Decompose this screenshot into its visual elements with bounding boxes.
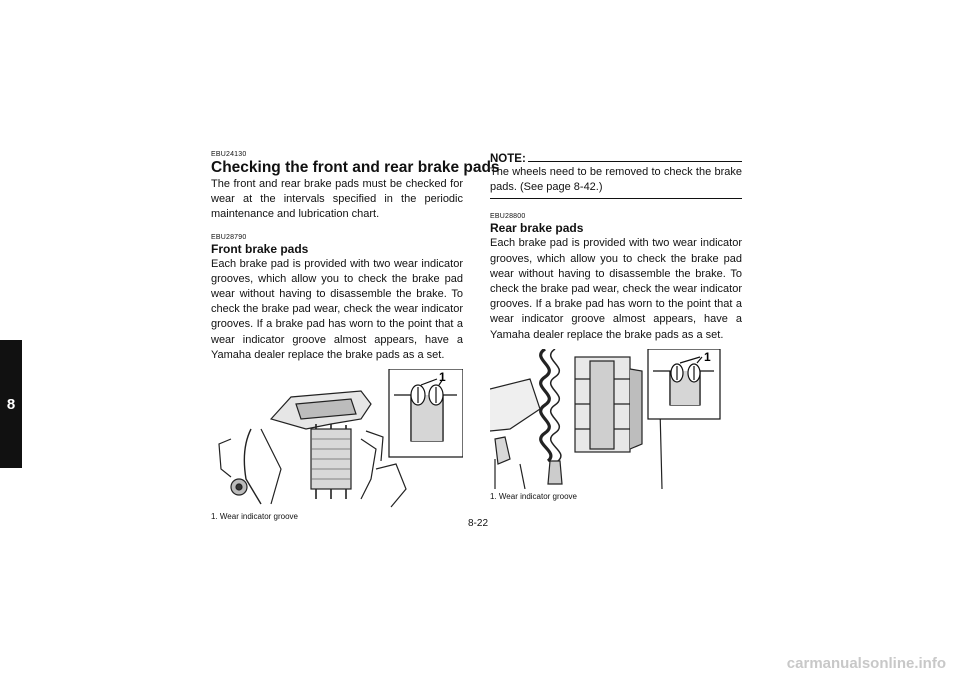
subsection-title: Rear brake pads bbox=[490, 221, 584, 236]
figure-caption: 1. Wear indicator groove bbox=[490, 491, 578, 501]
intro-paragraph: The front and rear brake pads must be checked for wear at the intervals specified in the periodic maintenance and lubrication chart. bbox=[211, 178, 463, 221]
subsection-code: EBU28800 bbox=[490, 213, 526, 221]
note-header bbox=[490, 150, 742, 165]
chapter-tab: 8 bbox=[0, 340, 22, 468]
figure-caption: 1. Wear indicator groove bbox=[211, 512, 299, 522]
front-brake-figure bbox=[211, 369, 463, 509]
page-number: 8-22 bbox=[468, 518, 489, 529]
figure-callout: 1 bbox=[704, 349, 711, 364]
front-brake-illustration bbox=[211, 369, 463, 509]
note-label: NOTE: bbox=[490, 153, 526, 165]
rear-pads-paragraph: Each brake pad is provided with two wear indicator grooves, which allow you to check the brake pad wear without having to disassemble the brake. To check the brake pad wear, check the wear indicator grooves. If a brake pad has worn to the point that a wear indicator groove almost appears, have a Yamaha dealer replace the brake pads as a set. bbox=[490, 237, 742, 341]
watermark: carmanualsonline.info bbox=[786, 655, 946, 672]
subsection-code: EBU28790 bbox=[211, 233, 247, 241]
front-pads-paragraph: Each brake pad is provided with two wear indicator grooves, which allow you to check the brake pad wear without having to disassemble the brake. To check the brake pad wear, check the wear indicator grooves. If a brake pad has worn to the point that a wear indicator groove almost appears, have a Yamaha dealer replace the brake pads as a set. bbox=[211, 257, 463, 361]
right-column bbox=[490, 150, 742, 501]
subsection-title: Front brake pads bbox=[211, 241, 309, 256]
section-code: EBU24130 bbox=[211, 151, 247, 158]
note-text: The wheels need to be removed to check the brake pads. (See page 8-42.) bbox=[490, 166, 742, 194]
figure-callout: 1 bbox=[439, 370, 446, 385]
rear-brake-illustration bbox=[490, 349, 742, 489]
left-column bbox=[211, 150, 500, 522]
rear-brake-figure bbox=[490, 349, 742, 489]
note-rule bbox=[528, 161, 742, 162]
section-title: Checking the front and rear brake pads bbox=[211, 159, 500, 176]
